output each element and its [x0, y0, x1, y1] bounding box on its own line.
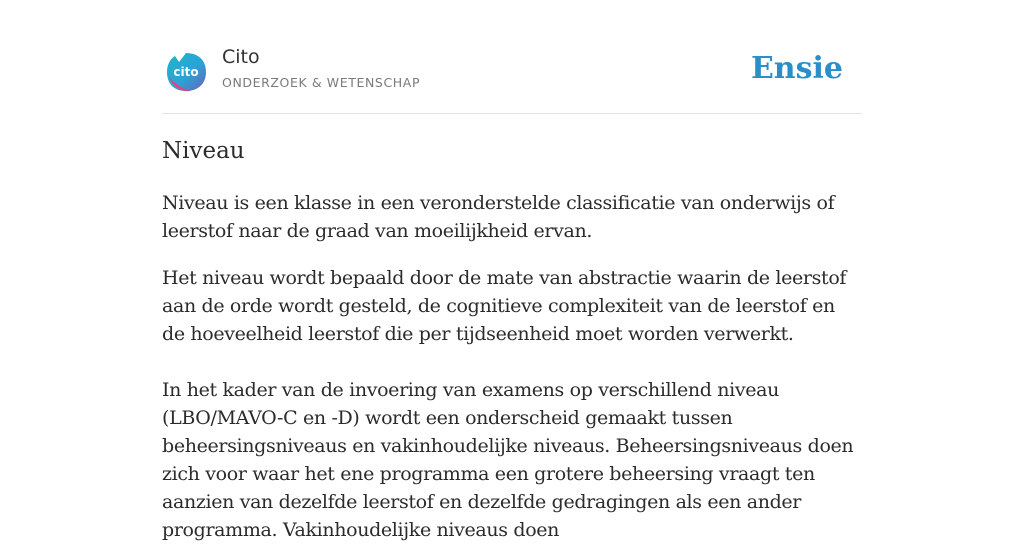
ensie-brand-logo[interactable]: Ensie: [750, 51, 843, 86]
logo-text: cito: [173, 65, 199, 79]
article-paragraph: Niveau is een klasse in een veronderstelde classificatie van onderwijs of leerstof naar de graad van moeilijkheid ervan.: [162, 192, 835, 242]
org-subtitle: ONDERZOEK & WETENSCHAP: [222, 75, 421, 90]
cito-logo-icon[interactable]: [165, 51, 207, 93]
page-title: Niveau: [162, 138, 245, 164]
site-header: [162, 0, 862, 114]
org-name[interactable]: Cito: [222, 46, 260, 68]
article-paragraph: Het niveau wordt bepaald door de mate van abstractie waarin de leerstof aan de orde wordt gesteld, de cognitieve complexiteit van de leerstof en de hoeveelheid leerstof die per tijdseenheid moet worden verwerkt.: [162, 267, 847, 345]
article-paragraph: In het kader van de invoering van examens op verschillend niveau (LBO/MAVO-C en -D) wordt een onderscheid gemaakt tussen beheersingsniveaus en vakinhoudelijke niveaus. Beheersingsniveaus doen zich voor waar het ene programma een grotere beheersing vraagt ten aanzien van dezelfde leerstof en dezelfde gedragingen als een ander programma. Vakinhoudelijke niveaus doen: [162, 379, 854, 541]
page-container: [162, 0, 862, 541]
